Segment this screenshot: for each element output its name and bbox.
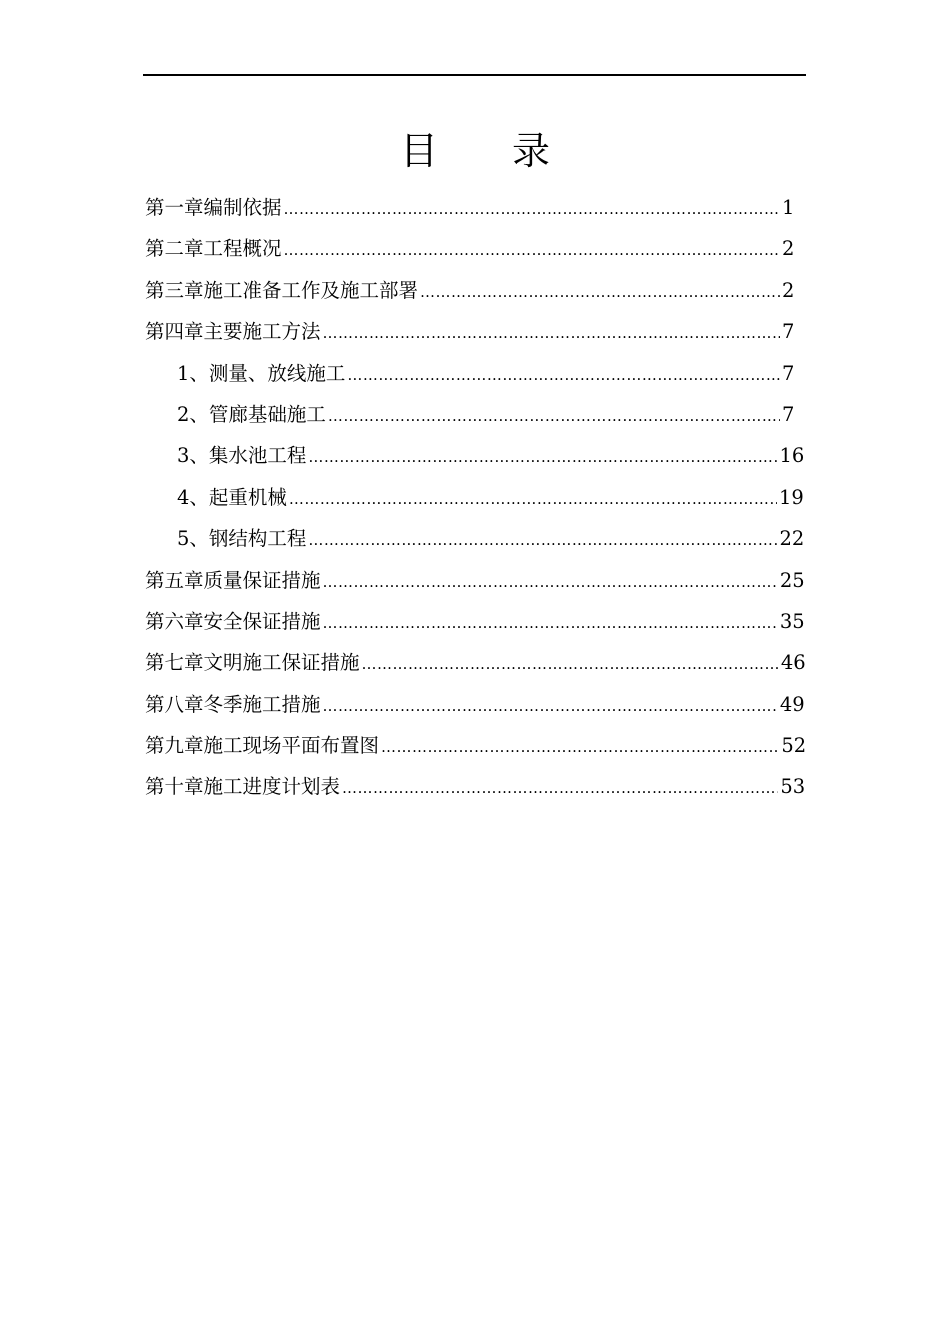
toc-subentry[interactable] — [145, 518, 805, 559]
toc-leader — [381, 727, 779, 768]
toc-chapter: 第八章 — [145, 692, 204, 716]
toc-label: 文明施工保证措施 — [203, 651, 360, 675]
toc-leader — [328, 396, 780, 437]
toc-page: 16 — [779, 444, 805, 468]
toc-page: 19 — [778, 485, 804, 509]
toc-entry[interactable] — [145, 311, 795, 352]
toc-label: 编制依据 — [203, 196, 282, 219]
toc-subentry[interactable] — [145, 435, 805, 476]
toc-page: 7 — [782, 320, 795, 344]
toc-page: 7 — [782, 361, 795, 385]
toc-entry[interactable] — [145, 187, 795, 228]
toc-page: 49 — [779, 692, 805, 716]
toc-leader — [420, 272, 780, 313]
toc-page: 2 — [782, 278, 795, 302]
toc-chapter: 第四章 — [145, 320, 204, 344]
toc-chapter: 第十章 — [145, 775, 204, 799]
toc-label: 3、集水池工程 — [177, 444, 307, 468]
toc-page: 7 — [782, 402, 795, 426]
toc-chapter: 第九章 — [145, 734, 204, 758]
toc-entry[interactable] — [145, 601, 805, 642]
toc-entry[interactable] — [145, 766, 806, 807]
toc-leader — [347, 355, 780, 396]
toc-leader — [308, 520, 777, 561]
toc-label: 4、起重机械 — [177, 485, 287, 509]
header-rule — [143, 74, 806, 76]
toc-subentry[interactable] — [145, 353, 795, 394]
toc-label: 冬季施工措施 — [203, 692, 321, 716]
toc-entry[interactable] — [145, 684, 805, 725]
toc-label: 工程概况 — [203, 237, 282, 261]
toc-leader — [308, 437, 777, 478]
toc-page: 25 — [779, 568, 805, 592]
toc-page: 35 — [779, 609, 805, 633]
toc-chapter: 第二章 — [145, 237, 204, 261]
title-char-2: 录 — [512, 129, 551, 173]
toc-page: 1 — [782, 196, 795, 219]
toc-entry[interactable] — [145, 642, 806, 683]
toc-entry[interactable] — [145, 725, 807, 766]
toc-page: 53 — [780, 775, 806, 799]
toc-entry[interactable] — [145, 228, 795, 269]
toc-leader — [323, 603, 778, 644]
toc-chapter: 第一章 — [145, 196, 204, 219]
toc-page: 52 — [781, 734, 807, 758]
toc-entry[interactable] — [145, 560, 805, 601]
toc-chapter: 第七章 — [145, 651, 204, 675]
toc-leader — [289, 479, 777, 520]
toc-label: 施工现场平面布置图 — [203, 734, 380, 758]
toc-page: 2 — [782, 237, 795, 261]
toc-leader — [284, 230, 780, 271]
toc-chapter: 第三章 — [145, 278, 204, 302]
page-title — [0, 126, 950, 176]
toc-subentry[interactable] — [145, 477, 804, 518]
toc-label: 5、钢结构工程 — [177, 527, 307, 551]
toc-leader — [284, 189, 780, 230]
toc-page: 46 — [780, 651, 806, 675]
toc-label: 施工准备工作及施工部署 — [203, 278, 419, 302]
toc-leader — [323, 562, 778, 603]
title-char-1: 目 — [399, 129, 438, 173]
table-of-contents — [145, 187, 807, 808]
toc-label: 安全保证措施 — [203, 609, 321, 633]
toc-chapter: 第六章 — [145, 609, 204, 633]
toc-chapter: 第五章 — [145, 568, 204, 592]
toc-leader — [323, 313, 780, 354]
toc-label: 质量保证措施 — [203, 568, 321, 592]
toc-label: 施工进度计划表 — [203, 775, 341, 799]
toc-leader — [362, 644, 779, 685]
toc-label: 主要施工方法 — [203, 320, 321, 344]
toc-entry[interactable] — [145, 270, 795, 311]
toc-leader — [342, 768, 778, 809]
toc-subentry[interactable] — [145, 394, 795, 435]
toc-leader — [323, 686, 778, 727]
toc-label: 1、测量、放线施工 — [177, 361, 346, 385]
toc-page: 22 — [779, 527, 805, 551]
toc-label: 2、管廊基础施工 — [177, 402, 326, 426]
